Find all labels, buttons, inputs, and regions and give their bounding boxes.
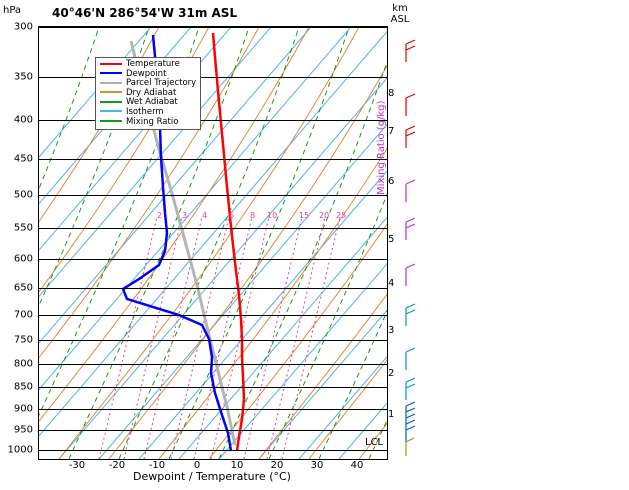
ytick-400: 400 [13, 114, 33, 126]
kmtick-2: 2 [388, 368, 395, 379]
kmtick-1: 1 [388, 409, 395, 420]
kmtick-4: 4 [388, 278, 395, 289]
legend-label-dewpoint: Dewpoint [126, 68, 167, 79]
kmtick-7: 7 [388, 126, 395, 137]
gridline-800 [39, 364, 387, 365]
mixratio-label-6: 6 [229, 211, 235, 220]
gridline-750 [39, 340, 387, 341]
legend-swatch-isotherm [100, 110, 122, 112]
lcl-label: LCL [365, 437, 384, 448]
ytick-650: 650 [13, 282, 33, 294]
height-axis-unit: km ASL [390, 3, 410, 25]
gridline-450 [39, 159, 387, 160]
kmtick-3: 3 [388, 325, 395, 336]
kmtick-6: 6 [388, 176, 395, 187]
legend-label-isotherm: Isotherm [126, 106, 164, 117]
xtick-10: 10 [230, 460, 244, 471]
gridline-400 [39, 120, 387, 121]
ytick-450: 450 [13, 153, 33, 165]
gridline-900 [39, 409, 387, 410]
legend-item-mixing-ratio [100, 118, 196, 128]
xtick-40: 40 [350, 460, 364, 471]
xtick-20: 20 [270, 460, 284, 471]
sounding-svg [39, 27, 387, 459]
legend-swatch-dewpoint [100, 72, 122, 74]
gridline-300 [39, 27, 387, 28]
legend-label-mixing-ratio: Mixing Ratio [126, 116, 179, 127]
xtick--20: -20 [108, 460, 126, 471]
pressure-axis-unit: hPa [3, 5, 22, 16]
mixratio-label-25: 25 [336, 211, 347, 220]
page-title: 40°46'N 286°54'W 31m ASL [52, 6, 238, 20]
chart-legend [95, 57, 201, 130]
ytick-850: 850 [13, 381, 33, 393]
xtick-30: 30 [310, 460, 324, 471]
ytick-500: 500 [13, 189, 33, 201]
mixratio-label-15: 15 [299, 211, 310, 220]
x-axis-label: Dewpoint / Temperature (°C) [133, 470, 291, 483]
legend-swatch-temperature [100, 63, 122, 65]
xtick-0: 0 [193, 460, 201, 471]
ytick-900: 900 [13, 403, 33, 415]
legend-label-temperature: Temperature [126, 59, 180, 69]
legend-label-parcel: Parcel Trajectory [126, 78, 197, 89]
right-panel [404, 0, 629, 486]
legend-swatch-wet-adiabat [100, 101, 122, 103]
legend-swatch-dry-adiabat [100, 91, 122, 93]
gridline-1000 [39, 450, 387, 451]
legend-label-dry-adiabat: Dry Adiabat [126, 87, 177, 98]
kmtick-5: 5 [388, 234, 395, 245]
ytick-1000: 1000 [7, 444, 33, 456]
gridline-350 [39, 77, 387, 78]
ytick-750: 750 [13, 334, 33, 346]
gridline-500 [39, 195, 387, 196]
mixratio-label-10: 10 [267, 211, 278, 220]
ytick-800: 800 [13, 358, 33, 370]
gridline-700 [39, 315, 387, 316]
ytick-700: 700 [13, 309, 33, 321]
legend-swatch-mixing-ratio [100, 120, 122, 122]
mixratio-label-20: 20 [319, 211, 330, 220]
mixing-ratio-axis-label: Mixing Ratio (g/kg) [376, 100, 387, 195]
kmtick-8: 8 [388, 88, 395, 99]
xtick--10: -10 [148, 460, 166, 471]
gridline-950 [39, 430, 387, 431]
sounding-plot[interactable] [38, 26, 388, 460]
mixratio-label-8: 8 [250, 211, 256, 220]
xtick--30: -30 [68, 460, 86, 471]
ytick-350: 350 [13, 71, 33, 83]
mixratio-label-4: 4 [202, 211, 208, 220]
ytick-550: 550 [13, 222, 33, 234]
mixratio-label-3: 3 [182, 211, 188, 220]
ytick-950: 950 [13, 424, 33, 436]
gridline-600 [39, 259, 387, 260]
legend-label-wet-adiabat: Wet Adiabat [126, 97, 178, 108]
legend-swatch-parcel [100, 82, 122, 84]
mixratio-label-2: 2 [157, 211, 163, 220]
gridline-550 [39, 228, 387, 229]
ytick-300: 300 [13, 21, 33, 33]
gridline-850 [39, 387, 387, 388]
gridline-650 [39, 288, 387, 289]
ytick-600: 600 [13, 253, 33, 265]
